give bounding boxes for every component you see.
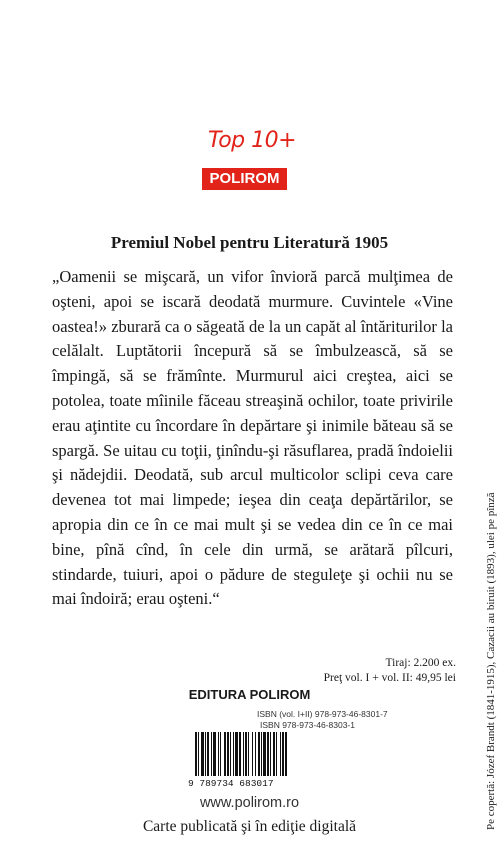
quote-paragraph: „Oamenii se mişcară, un vifor învioră parcă mulţimea de oşteni, apoi se iscară deodată murmure. Cuvintele «Vine oastea!» zburară ca o săgeată de la un capăt al întăriturilor la celălalt. Luptătorii începură să se îmbulzească, să se împingă, să se frămînte. Murmurul aici creştea, aici se potolea, toate mîinile făceau streaşină ochilor, toate privirile erau aţintite cu încordare în depărtare şi inimile băteau să se spargă. Se uitau cu toţii, ţinîndu-şi răsuflarea, pradă îndoielii şi nădejdii. Deodată, sub arcul multicolor sclipi ceva care devenea tot mai limpede; ieşea din ceaţa depărtărilor, se apropia din ce în ce mai mult şi se vedea din ce în ce mai bine, pînă cînd, în cele din urmă, se arătară pîlcuri, stindarde, tuiuri, apoi o pădure de steguleţe şi ochii nu se mai îndoiră; erau oşteni.“ bbox=[52, 267, 453, 609]
polirom-logo-badge: POLIROM bbox=[202, 168, 287, 190]
isbn-set: ISBN (vol. I+II) 978-973-46-8301-7 bbox=[257, 709, 388, 719]
cover-credit: Pe copertă: Józef Brandt (1841-1915), Cazacii au biruit (1893), ulei pe pînză bbox=[485, 492, 497, 830]
publisher-name: EDITURA POLIROM bbox=[188, 687, 311, 702]
nobel-heading: Premiul Nobel pentru Literatură 1905 bbox=[110, 233, 389, 252]
barcode-bars bbox=[195, 732, 287, 776]
top-10-logo: Top 10+ bbox=[208, 128, 297, 153]
price: Preţ vol. I + vol. II: 49,95 lei bbox=[323, 672, 456, 684]
cover-credit-container bbox=[475, 260, 495, 830]
isbn-volume: ISBN 978-973-46-8303-1 bbox=[260, 720, 355, 730]
isbn-block bbox=[257, 709, 435, 731]
website-link[interactable]: www.polirom.ro bbox=[199, 795, 300, 811]
barcode bbox=[185, 732, 350, 788]
digital-edition-note: Carte publicată şi în ediţie digitală bbox=[142, 818, 357, 835]
barcode-number: 9 789734 683017 bbox=[188, 778, 274, 788]
print-run: Tiraj: 2.200 ex. bbox=[385, 657, 456, 669]
